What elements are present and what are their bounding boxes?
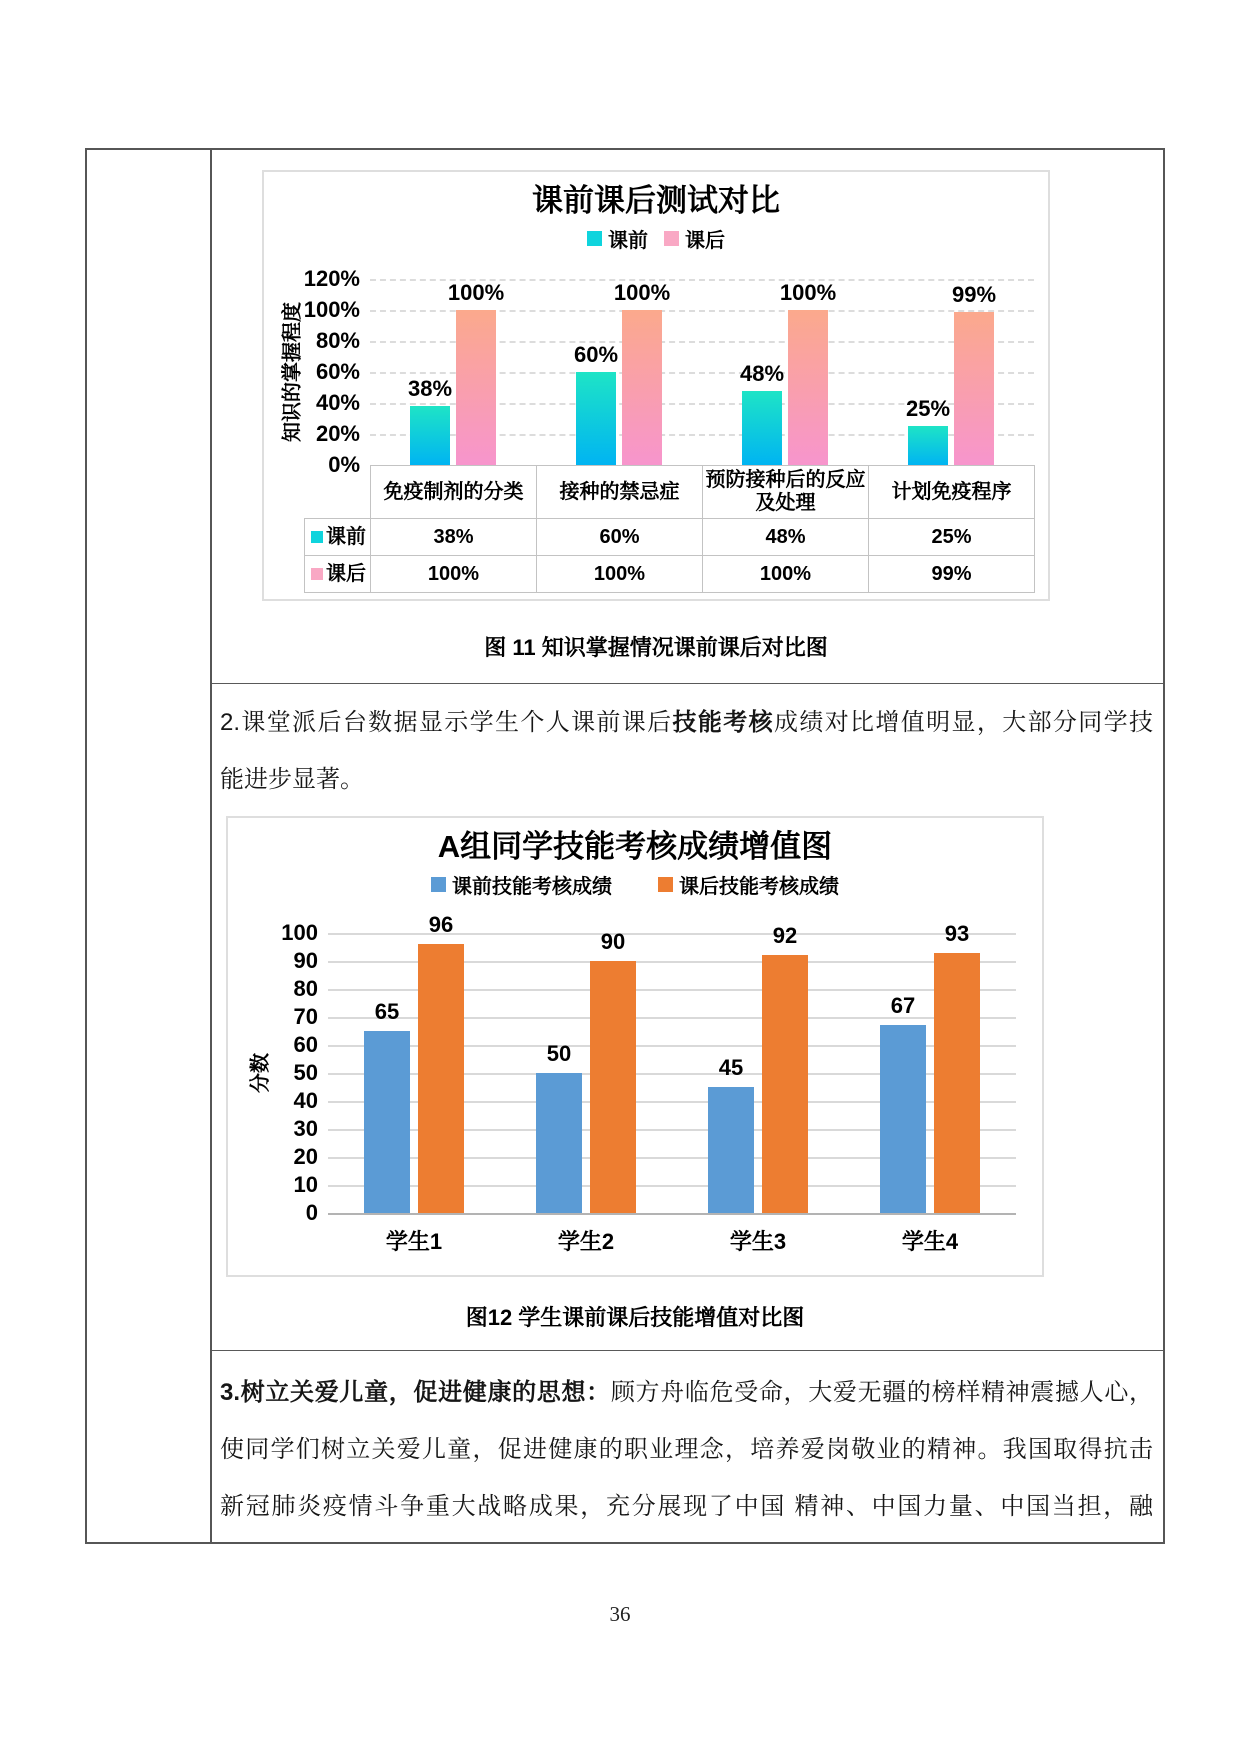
text-segment: 2.课堂派后台数据显示学生个人课前课后 — [220, 709, 673, 736]
bar-value-label: 100% — [613, 280, 671, 305]
bar-value-label: 93 — [944, 920, 970, 946]
bar-value-label: 60% — [573, 342, 619, 367]
data-table-category-cell: 预防接种后的反应及处理 — [703, 466, 869, 519]
y-tick-label: 90 — [293, 948, 318, 973]
data-table-category-cell: 免疫制剂的分类 — [371, 466, 537, 519]
data-table-blank-cell — [305, 466, 371, 519]
bar-value-label: 25% — [905, 396, 951, 422]
chart-legend — [228, 870, 1042, 899]
bar-value-label: 67 — [890, 993, 916, 1019]
data-table-value-cell: 48% — [703, 519, 869, 556]
chart-pretest-posttest — [262, 170, 1050, 601]
chart-title: 课前课后测试对比 — [532, 183, 780, 218]
bar-value-label: 90 — [600, 929, 626, 954]
text-line — [220, 694, 1153, 751]
y-axis-title: 分数 — [249, 1053, 272, 1093]
bold-text-segment: 3.树立关爱儿童，促进健康的思想： — [220, 1379, 611, 1406]
x-category-label: 学生1 — [385, 1229, 443, 1254]
table-row-figure11 — [212, 150, 1163, 684]
bar — [456, 310, 496, 465]
bar-value-label: 92 — [772, 923, 798, 949]
series-name: 课后 — [326, 562, 366, 585]
bar — [590, 961, 636, 1213]
table-main-column — [212, 150, 1163, 1542]
data-table-value-cell: 25% — [869, 519, 1035, 556]
figure-chart-pretest[interactable] — [262, 170, 1050, 662]
legend-label: 课后 — [685, 230, 725, 252]
data-table-series-row — [305, 519, 1035, 556]
bar — [622, 310, 662, 465]
legend-item — [431, 870, 612, 899]
table-row-figure12 — [212, 684, 1163, 1351]
y-tick-label: 80 — [293, 976, 318, 1001]
data-table-value-cell: 100% — [537, 556, 703, 593]
data-table-category-cell: 计划免疫程序 — [869, 466, 1035, 519]
x-category-label: 学生2 — [557, 1229, 615, 1254]
text-line — [220, 1421, 1153, 1478]
legend-swatch — [311, 531, 323, 543]
bar-value-label: 38% — [407, 376, 453, 402]
text-segment: 新冠肺炎疫情斗争重大战略成果，充分展现了中国 精神、中国力量、中国当担，融 — [220, 1493, 1153, 1520]
data-table-value-cell: 60% — [537, 519, 703, 556]
legend-swatch — [658, 877, 673, 892]
bar — [418, 944, 464, 1213]
bar-value-label: 50 — [546, 1041, 572, 1066]
document-table — [85, 148, 1165, 1544]
y-tick-label: 40% — [315, 390, 360, 415]
data-table-category-cell: 接种的禁忌症 — [537, 466, 703, 519]
legend-label: 课后技能考核成绩 — [679, 876, 839, 898]
data-table-value-cell: 99% — [869, 556, 1035, 593]
y-axis-title: 知识的掌握程度 — [281, 302, 304, 442]
bar — [954, 312, 994, 465]
bar-value-label: 99% — [951, 281, 997, 307]
legend-swatch — [311, 568, 323, 580]
paragraph-skill-assessment — [212, 684, 1163, 808]
table-left-column — [87, 150, 212, 1542]
chart-skill-scores — [226, 816, 1044, 1277]
y-tick-label: 20 — [293, 1144, 318, 1169]
data-table-value-cell: 100% — [703, 556, 869, 593]
page-number: 36 — [609, 1602, 631, 1626]
chart-title: A组同学技能考核成绩增值图 — [437, 829, 833, 864]
y-tick-label: 10 — [293, 1172, 318, 1197]
y-tick-label: 60 — [293, 1032, 318, 1057]
text-line — [220, 1364, 1153, 1421]
bar-value-label: 65 — [374, 999, 400, 1024]
plot-area — [228, 912, 1042, 1263]
series-name: 课前 — [326, 525, 366, 548]
y-tick-label: 20% — [315, 421, 360, 446]
text-segment: 能进步显著。 — [220, 766, 364, 793]
x-axis-line — [328, 1213, 1016, 1215]
data-table-series-row — [305, 556, 1035, 593]
data-table-series-label-cell — [305, 519, 371, 556]
y-tick-label: 70 — [293, 1004, 318, 1029]
text-segment: 使同学们树立关爱儿童，促进健康的职业理念，培养爱岗敬业的精神。我国取得抗击 — [220, 1436, 1153, 1463]
y-tick-label: 120% — [303, 266, 360, 291]
y-tick-label: 0 — [305, 1200, 318, 1225]
y-tick-label: 100 — [281, 920, 318, 945]
legend-item — [587, 224, 648, 253]
bar-value-label: 100% — [779, 280, 837, 305]
bar — [742, 391, 782, 465]
paragraph-care-children — [212, 1351, 1163, 1535]
data-table-value-cell: 38% — [371, 519, 537, 556]
y-tick-label: 0% — [328, 452, 360, 477]
bar-value-label: 96 — [428, 912, 454, 938]
y-tick-label: 40 — [293, 1088, 318, 1113]
text-line — [220, 751, 1153, 808]
bar — [880, 1025, 926, 1213]
bar — [708, 1087, 754, 1213]
bar-value-label: 48% — [739, 360, 785, 386]
legend-swatch — [664, 231, 679, 246]
bar — [908, 426, 948, 465]
data-table-value-cell: 100% — [371, 556, 537, 593]
y-tick-label: 60% — [315, 359, 360, 384]
text-segment: 顾方舟临危受命，大爱无疆的榜样精神震撼人心， — [610, 1379, 1154, 1406]
y-tick-label: 100% — [303, 297, 360, 322]
y-tick-label: 30 — [293, 1116, 318, 1141]
legend-label: 课前技能考核成绩 — [452, 876, 612, 898]
y-tick-label: 80% — [315, 328, 360, 353]
legend-item — [664, 224, 725, 253]
chart-legend — [264, 224, 1048, 253]
bar — [934, 953, 980, 1213]
x-category-label: 学生3 — [729, 1229, 787, 1254]
figure12-caption: 图12 学生课前课后技能增值对比图 — [465, 1305, 805, 1330]
bar-value-label: 100% — [447, 280, 505, 305]
plot-area — [264, 266, 1048, 587]
bar — [576, 372, 616, 465]
bar — [410, 406, 450, 465]
chart-data-table — [304, 465, 1035, 593]
bar — [536, 1073, 582, 1213]
legend-swatch — [431, 877, 446, 892]
y-tick-label: 50 — [293, 1060, 318, 1085]
x-category-label: 学生4 — [901, 1229, 959, 1254]
text-line — [220, 1478, 1153, 1535]
bar — [762, 955, 808, 1213]
legend-item — [658, 870, 839, 899]
bar — [788, 310, 828, 465]
bold-text-segment: 技能考核 — [672, 709, 774, 736]
data-table-header-row — [305, 466, 1035, 519]
table-row-paragraph3 — [212, 1351, 1163, 1542]
figure-chart-skill[interactable] — [226, 816, 1044, 1332]
data-table-series-label-cell — [305, 556, 371, 593]
figure11-caption: 图 11 知识掌握情况课前课后对比图 — [484, 635, 828, 660]
text-segment: 成绩对比增值明显，大部分同学技 — [773, 709, 1154, 736]
legend-label: 课前 — [608, 230, 648, 252]
bar — [364, 1031, 410, 1213]
legend-swatch — [587, 231, 602, 246]
bar-value-label: 45 — [718, 1055, 744, 1080]
